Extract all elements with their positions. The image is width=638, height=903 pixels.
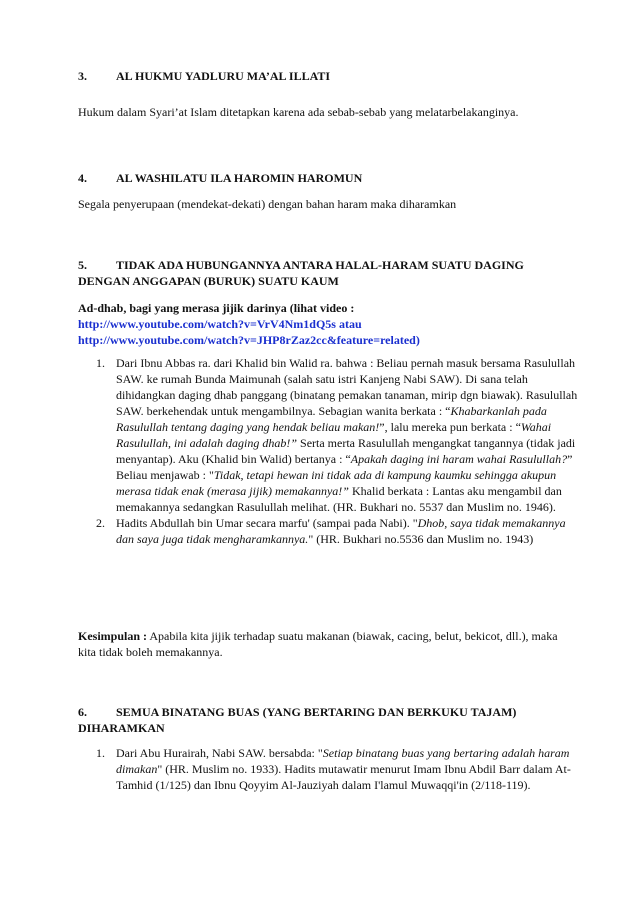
section-5-list [78,355,578,547]
section-6-number: 6. [78,705,87,719]
section-4-body: Segala penyerupaan (mendekat-dekati) dengan bahan haram maka diharamkan [78,197,457,211]
section-4-number: 4. [78,171,87,185]
section-3-heading [78,68,578,84]
section-5-heading [78,257,578,289]
video-link-2[interactable]: http://www.youtube.com/watch?v=JHP8rZaz2cc&feature=related) [78,333,420,347]
section-4-title: AL WASHILATU ILA HAROMIN HAROMUN [116,171,363,185]
section-3-title: AL HUKMU YADLURU MA’AL ILLATI [116,69,331,83]
section-5-title-line1: TIDAK ADA HUBUNGANNYA ANTARA HALAL-HARAM SUATU DAGING [116,258,524,272]
list-item [78,355,578,515]
section-5-number: 5. [78,258,87,272]
conclusion [78,628,578,660]
section-5-title-line2: DENGAN ANGGAPAN (BURUK) SUATU KAUM [78,274,339,288]
item-quote: Setiap binatang buas yang bertaring adalah haram dimakan [116,746,570,776]
list-marker: 1. [96,356,105,370]
item-text: Khalid berkata : Lantas aku mengambil dan memakannya sedangkan Rasulullah melihat. (HR. Bukhari no. 5537 dan Muslim no. 1946). [116,484,562,514]
item-quote: Dhob, saya tidak memakannya dan saya juga tidak mengharamkannya. [116,516,566,546]
conclusion-label: Kesimpulan : [78,629,148,643]
section-6-title-line1: SEMUA BINATANG BUAS (YANG BERTARING DAN BERKUKU TAJAM) [116,705,517,719]
list-item [78,745,578,793]
item-quote: Tidak, tetapi hewan ini tidak ada di kampung kaumku sehingga akupun merasa tidak enak (merasa jijik) memakannya!” [116,468,557,498]
item-text: " (HR. Muslim no. 1933). Hadits mutawatir menurut Imam Ibnu Abdil Barr dalam At-Tamhid (1/125) dan Ibnu Qoyyim Al-Jauziyah dalam I'lamul Muwaqqi'in (2/118-119). [116,762,571,792]
list-marker: 2. [96,516,105,530]
section-6-list [78,745,578,793]
video-link-1[interactable]: http://www.youtube.com/watch?v=VrV4Nm1dQ5s atau [78,317,362,331]
item-text: Dari Abu Hurairah, Nabi SAW. bersabda: " [116,746,323,760]
item-text: Hadits Abdullah bin Umar secara marfu' (sampai pada Nabi). " [116,516,418,530]
item-text: " (HR. Bukhari no.5536 dan Muslim no. 1943) [308,532,534,546]
item-text: Dari Ibnu Abbas ra. dari Khalid bin Walid ra. bahwa : Beliau pernah masuk bersama Rasulullah SAW. ke rumah Bunda Maimunah (salah satu istri Kanjeng Nabi SAW). Di sana telah dihidangkan daging dhab panggang (binatang pemakan tanaman, mirip dgn biawak). Rasulullah SAW. berkehendak untuk mengambilnya. Sebagian wanita berkata : “ [116,356,578,418]
list-item [78,515,578,547]
conclusion-text: Apabila kita jijik terhadap suatu makanan (biawak, cacing, belut, bekicot, dll.), maka kita tidak boleh memakannya. [78,629,558,659]
item-quote: Apakah daging ini haram wahai Rasulullah? [350,452,568,466]
item-text: ” Beliau menjawab : " [116,452,573,482]
item-quote: Wahai Rasulullah, ini adalah daging dhab!” [116,420,552,450]
section-4-heading [78,170,578,186]
item-text: Serta merta Rasulullah mengangkat tangannya (tidak jadi menyantap). Aku (Khalid bin Walid) bertanya : “ [116,436,576,466]
item-quote: Khabarkanlah pada Rasulullah tentang daging yang hendak beliau makan! [116,404,547,434]
section-6-title-line2: DIHARAMKAN [78,721,165,735]
list-marker: 1. [96,746,105,760]
section-6-heading [78,704,578,736]
section-5-intro: Ad-dhab, bagi yang merasa jijik darinya (lihat video : [78,301,355,315]
item-text: ”, lalu mereka pun berkata : “ [379,420,521,434]
section-3-number: 3. [78,69,87,83]
section-3-body: Hukum dalam Syari’at Islam ditetapkan karena ada sebab-sebab yang melatarbelakanginya. [78,105,519,119]
